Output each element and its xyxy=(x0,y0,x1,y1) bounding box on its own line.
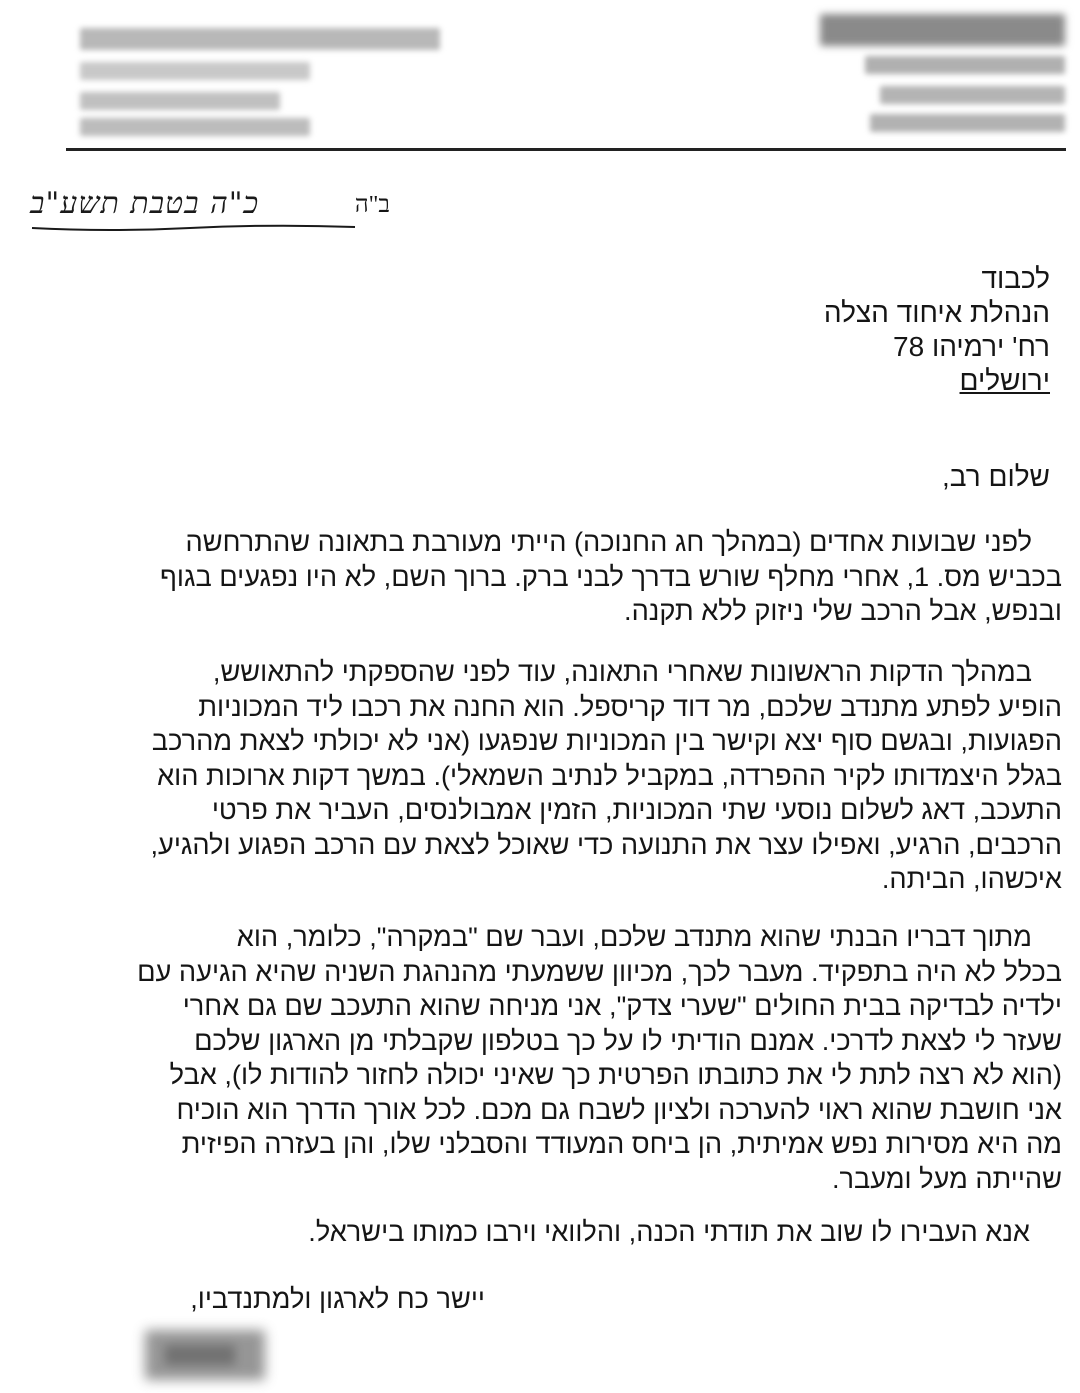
letterhead-blur-line xyxy=(880,86,1065,104)
paragraph-2 xyxy=(150,655,1062,897)
paragraph-line: בכביש מס. 1, אחרי מחלף שורש בדרך לבני ברק. ברוך השם, לא היו נפגעים בגוף xyxy=(159,560,1062,592)
paragraph-1 xyxy=(160,525,1062,629)
letterhead-blur-line xyxy=(870,114,1065,132)
paragraph-line: (הוא לא רצה לתת לי את כתובתו הפרטית כך שאיני יכולה לחזור להודות לו), אבל xyxy=(169,1059,1062,1090)
paragraph-line: איכשהו, הביתה. xyxy=(881,863,1062,894)
greeting: שלום רב, xyxy=(942,461,1050,492)
paragraph-line: לפני שבועות אחדים (במהלך חג החנוכה) הייתי מעורבת בתאונה שהתרחשה xyxy=(185,526,1032,557)
paragraph-3 xyxy=(137,920,1062,1196)
paragraph-line: הפגועות, ובגשם סוף יצא וקישר בין המכוניות שנפגעו (אני לא יכולתי לצאת מהרכב xyxy=(151,725,1062,756)
paragraph-line: אני חושבת שהוא ראוי להערכה ולציון לשבח גם מכם. לכל אורך הדרך הוא הוכיח xyxy=(176,1093,1062,1125)
paragraph-line: מתוך דבריו הבנתי שהוא מתנדב שלכם, ועבר שם "במקרה", כלומר, הוא xyxy=(236,921,1032,952)
paragraph-line: הרכבים, הרגיע, ואפילו עצר את התנועה כדי שאוכל לצאת עם הרכב הפגוע ולהגיע, xyxy=(150,828,1062,860)
handwritten-date: כ"ה בטבת תשע"ב xyxy=(30,186,260,221)
paragraph-line: בכלל לא היה בתפקיד. מעבר לכך, מכיוון ששמעתי מהנהגת השניה שהיא הגיעה עם xyxy=(137,955,1062,987)
paragraph-line: שעזר לי לצאת לדרכי. אמנם הודיתי לו על כך בטלפון שקבלתי מן הארגון שלכם xyxy=(194,1024,1062,1056)
letterhead-blur-line xyxy=(865,56,1065,74)
letterhead-blur-line xyxy=(80,28,440,50)
letterhead-blur-line xyxy=(820,14,1065,46)
paragraph-line: ובנפש, אבל הרכב שלי ניזוק ללא תקנה. xyxy=(624,595,1062,626)
address-org: הנהלת איחוד הצלה xyxy=(823,297,1050,328)
paragraph-line: הופיע לפתע מתנדב שלכם, מר דוד קריספל. הוא החנה את רכבו ליד המכוניות xyxy=(198,690,1062,722)
date-underline xyxy=(30,222,360,234)
paragraph-line: ילדיה לבדיקה בבית החולים "שערי צדק", אני מניחה שהוא התעכב שם גם אחרי xyxy=(182,990,1062,1021)
paragraph-line: מה היא מסירות נפש אמיתית, הן ביחס המעודד והסבלני שלו, והן בעזרה הפיזית xyxy=(181,1128,1062,1159)
letterhead-blur-line xyxy=(80,118,310,136)
paragraph-line: שהייתה מעל ומעבר. xyxy=(831,1162,1062,1194)
recipient-address xyxy=(824,262,1050,398)
closing-line: יישר כח לארגון ולמתנדביו, xyxy=(190,1283,485,1314)
date-prefix: ב"ה xyxy=(354,192,390,218)
paragraph-line: אנא העבירו לו שוב את תודתי הכנה, והלוואי וירבו כמותו בישראל. xyxy=(308,1216,1030,1247)
paragraph-line: במהלך הדקות הראשונות שאחרי התאונה, עוד לפני שהספקתי להתאושש, xyxy=(212,656,1032,687)
paragraph-4 xyxy=(308,1215,1030,1250)
address-city: ירושלים xyxy=(959,365,1050,396)
letterhead-blur-line xyxy=(80,92,280,110)
letterhead-blur-line xyxy=(80,62,310,80)
paragraph-line: בגלל היצמדותו לקיר ההפרדה, במקביל לנתיב השמאלי). במשך דקות ארוכות הוא xyxy=(157,759,1062,791)
signature-blur xyxy=(165,1345,235,1365)
date-line xyxy=(20,182,390,232)
address-street: רח' ירמיהו 78 xyxy=(893,331,1050,362)
paragraph-line: התעכב, דאג לשלום נוסעי שתי המכוניות, הזמין אמבולנסים, העביר את פרטי xyxy=(211,794,1062,825)
address-to: לכבוד xyxy=(981,263,1050,294)
letterhead-divider xyxy=(66,148,1066,151)
